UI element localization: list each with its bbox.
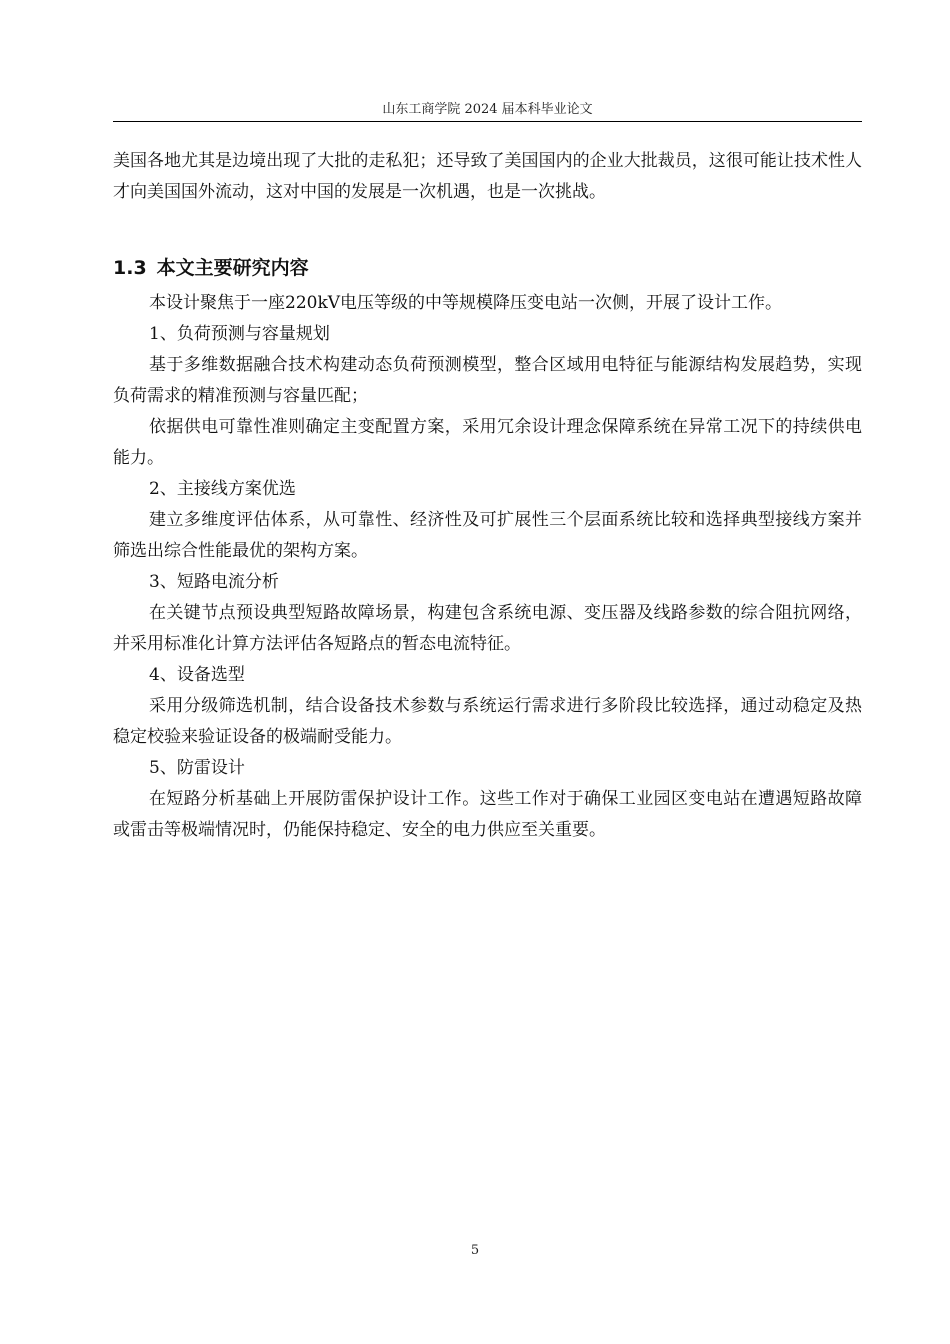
paragraph-lightning: 在短路分析基础上开展防雷保护设计工作。这些工作对于确保工业园区变电站在遭遇短路故障或雷击等极端情况时，仍能保持稳定、安全的电力供应至关重要。 xyxy=(113,789,862,840)
item-heading-load-forecast: 1、负荷预测与容量规划 xyxy=(149,324,330,344)
intro-paragraph: 美国各地尤其是边境出现了大批的走私犯；还导致了美国国内的企业大批裁员，这很可能让技术性人才向美国国外流动，这对中国的发展是一次机遇，也是一次挑战。 xyxy=(113,151,862,202)
section-title: 本文主要研究内容 xyxy=(156,257,309,279)
page-number: 5 xyxy=(470,1243,480,1258)
section-heading xyxy=(113,248,862,288)
item-heading-lightning: 5、防雷设计 xyxy=(149,758,245,778)
header-divider xyxy=(113,121,862,122)
document-body xyxy=(113,146,862,846)
section-number: 1.3 xyxy=(113,257,147,279)
item-heading-short-circuit: 3、短路电流分析 xyxy=(149,572,279,592)
item-heading-main-wiring: 2、主接线方案优选 xyxy=(149,479,296,499)
paragraph-load-forecast-1: 基于多维数据融合技术构建动态负荷预测模型，整合区域用电特征与能源结构发展趋势，实现负荷需求的精准预测与容量匹配； xyxy=(113,355,862,406)
paragraph-main-wiring: 建立多维度评估体系，从可靠性、经济性及可扩展性三个层面系统比较和选择典型接线方案并筛选出综合性能最优的架构方案。 xyxy=(113,510,862,561)
paragraph-load-forecast-2: 依据供电可靠性准则确定主变配置方案，采用冗余设计理念保障系统在异常工况下的持续供电能力。 xyxy=(113,417,862,468)
item-heading-equipment: 4、设备选型 xyxy=(149,665,245,685)
paragraph-overview: 本设计聚焦于一座220kV电压等级的中等规模降压变电站一次侧，开展了设计工作。 xyxy=(149,293,783,313)
paragraph-equipment: 采用分级筛选机制，结合设备技术参数与系统运行需求进行多阶段比较选择，通过动稳定及热稳定校验来验证设备的极端耐受能力。 xyxy=(113,696,862,747)
paragraph-short-circuit: 在关键节点预设典型短路故障场景，构建包含系统电源、变压器及线路参数的综合阻抗网络，并采用标准化计算方法评估各短路点的暂态电流特征。 xyxy=(113,603,862,654)
page-header: 山东工商学院 2024 届本科毕业论文 xyxy=(382,102,593,117)
